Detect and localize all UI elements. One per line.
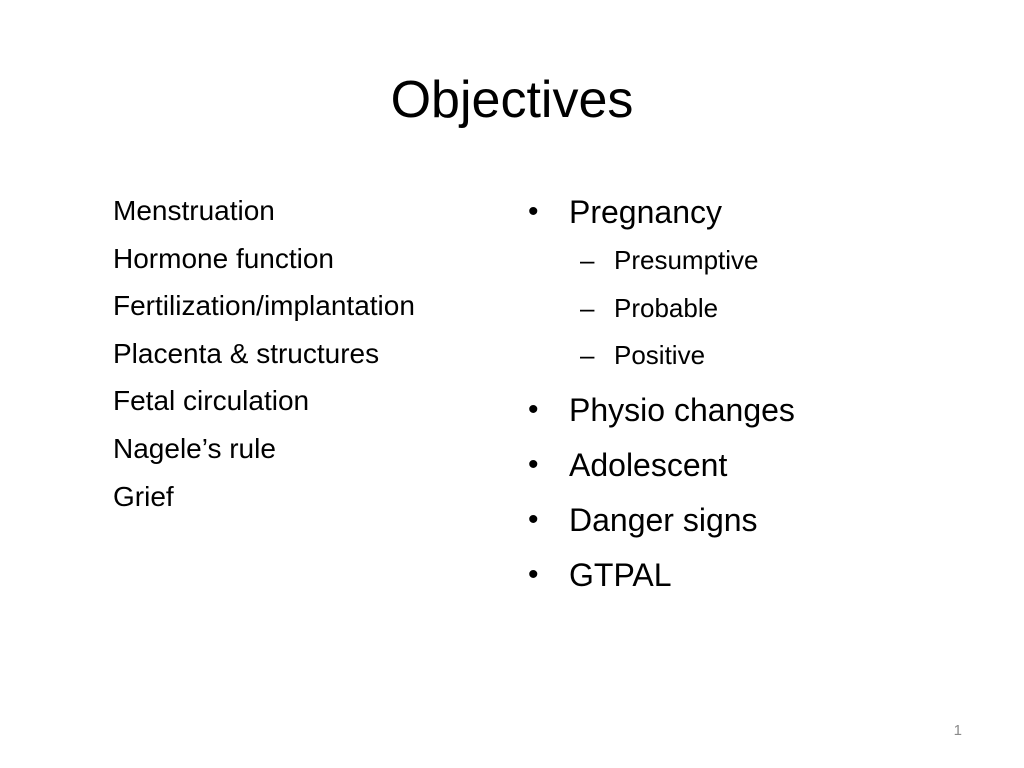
list-item: Fetal circulation	[113, 385, 310, 417]
list-item: Grief	[113, 480, 174, 512]
sub-item	[528, 285, 795, 333]
page-number: 1	[953, 722, 962, 739]
list-item: Placenta & structures	[113, 337, 380, 369]
sub-item-label: Presumptive	[614, 245, 759, 275]
bullet-icon: •	[528, 557, 539, 591]
bullet-item-physio-changes	[528, 385, 795, 435]
pregnancy-sub-list	[528, 237, 795, 380]
bullet-label: Pregnancy	[569, 194, 722, 230]
bullet-item-adolescent	[528, 440, 795, 490]
list-item: Menstruation	[113, 195, 275, 226]
bullet-label: Danger signs	[569, 501, 758, 538]
bullet-label: Adolescent	[569, 446, 728, 483]
bullet-label: GTPAL	[569, 556, 672, 593]
dash-icon: –	[580, 245, 595, 275]
bullet-label: Physio changes	[569, 391, 795, 428]
bullet-icon: •	[528, 392, 539, 426]
slide-title: Objectives	[390, 71, 634, 129]
list-item: Hormone function	[113, 242, 335, 274]
bullet-icon: •	[528, 447, 539, 481]
bullet-icon: •	[528, 195, 539, 228]
dash-icon: –	[580, 340, 595, 370]
bullet-item-gtpal	[528, 550, 795, 600]
sub-item-label: Positive	[614, 340, 706, 370]
bullet-row	[528, 187, 795, 237]
list-item: Nagele’s rule	[113, 432, 276, 464]
bullet-icon: •	[528, 502, 539, 536]
bullet-item-danger-signs	[528, 495, 795, 545]
left-objectives-list	[113, 187, 415, 520]
dash-icon: –	[580, 292, 595, 323]
sub-item	[528, 332, 795, 380]
sub-item	[528, 237, 795, 285]
bullet-item-pregnancy	[528, 187, 795, 380]
right-objectives-list	[528, 187, 795, 600]
list-item: Fertilization/implantation	[113, 290, 415, 322]
sub-item-label: Probable	[614, 292, 719, 323]
